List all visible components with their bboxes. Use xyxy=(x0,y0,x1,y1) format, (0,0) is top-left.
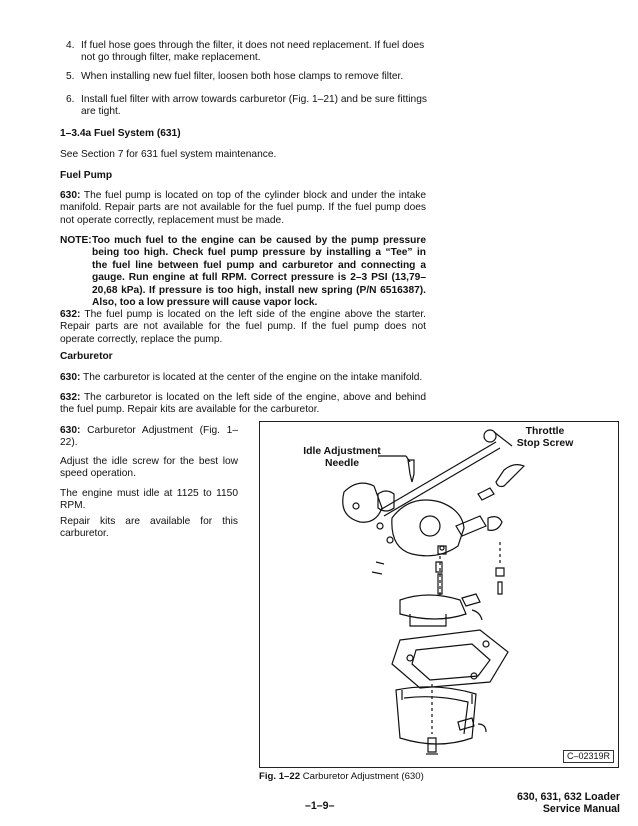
section-heading-fuel-system: 1–3.4a Fuel System (631) xyxy=(60,128,181,139)
figure-caption xyxy=(259,771,424,783)
idle-screw-paragraph: Adjust the idle screw for the best low speed operation. xyxy=(60,456,238,480)
fuel-pump-heading: Fuel Pump xyxy=(60,170,113,181)
model-label: 632: xyxy=(60,309,81,320)
manual-footer xyxy=(517,791,620,816)
step-number: 6. xyxy=(66,94,75,105)
repair-kits-paragraph: Repair kits are available for this carburetor. xyxy=(60,516,238,540)
figure-box xyxy=(259,421,619,768)
step-number: 5. xyxy=(66,71,75,82)
step-4 xyxy=(66,40,431,65)
paragraph-text: The carburetor is located on the left side of the engine, above and behind the fuel pump. Repair kits are available for the carburetor. xyxy=(60,392,426,416)
model-label: 630: xyxy=(60,425,81,436)
carburetor-632-paragraph xyxy=(60,392,426,417)
adjustment-630-paragraph xyxy=(60,425,238,450)
idle-rpm-paragraph: The engine must idle at 1125 to 1150 RPM. xyxy=(60,488,238,512)
model-label: 630: xyxy=(60,190,81,201)
carburetor-630-paragraph xyxy=(60,372,426,384)
idle-adjustment-needle-callout: Idle Adjustment Needle xyxy=(303,446,381,469)
carburetor-heading: Carburetor xyxy=(60,351,113,362)
paragraph-text: The carburetor is located at the center of the engine on the intake manifold. xyxy=(80,372,423,383)
carburetor-exploded-diagram xyxy=(260,422,618,767)
page-number: –1–9– xyxy=(305,800,335,812)
footer-title: Service Manual xyxy=(542,803,620,816)
paragraph-text: The fuel pump is located on the left side of the engine above the starter. Repair parts are not available for the fuel pump. If the fuel pump does not operate correctly, replace the pump. xyxy=(60,309,426,345)
paragraph-text: Carburetor Adjustment (Fig. 1–22). xyxy=(60,425,238,449)
caption-text: Carburetor Adjustment (630) xyxy=(300,771,424,782)
step-text: Install fuel filter with arrow towards carburetor (Fig. 1–21) and be sure fittings are tight. xyxy=(81,94,427,118)
note-text: Too much fuel to the engine can be caused by the pump pressure being too high. Check fuel pump pressure by installing a “Tee” in the fuel line between fuel pump and carburetor and connecting a gauge. Run engine at full RPM. Correct pressure is 2–3 PSI (13,79–20,68 kPa). If pressure is too high, install new spring (P/N 6516387). Also, too a low pressure will cause vapor lock. xyxy=(92,235,426,309)
footer-model: 630, 631, 632 Loader xyxy=(516,791,620,803)
note-block xyxy=(60,235,426,309)
model-label: 632: xyxy=(60,392,81,403)
step-text: If fuel hose goes through the filter, it does not need replacement. If fuel does not go through filter, make replacement. xyxy=(81,40,425,64)
step-number: 4. xyxy=(66,40,75,51)
note-label: NOTE: xyxy=(60,235,92,246)
part-number-label: C–02319R xyxy=(563,750,614,763)
fuel-pump-630-paragraph xyxy=(60,190,426,227)
fuel-pump-632-paragraph xyxy=(60,309,426,346)
figure-number: Fig. 1–22 xyxy=(259,771,301,782)
step-text: When installing new fuel filter, loosen both hose clamps to remove filter. xyxy=(81,71,404,82)
step-6 xyxy=(66,94,431,119)
fuel-system-text: See Section 7 for 631 fuel system maintenance. xyxy=(60,149,277,160)
paragraph-text: The fuel pump is located on top of the cylinder block and under the intake manifold. Repair parts are not available for the fuel pump. If the fuel pump does not operate correctly, replacement must be made. xyxy=(60,190,426,226)
step-5 xyxy=(66,71,431,83)
model-label: 630: xyxy=(60,372,81,383)
throttle-stop-screw-callout: Throttle Stop Screw xyxy=(516,426,574,449)
